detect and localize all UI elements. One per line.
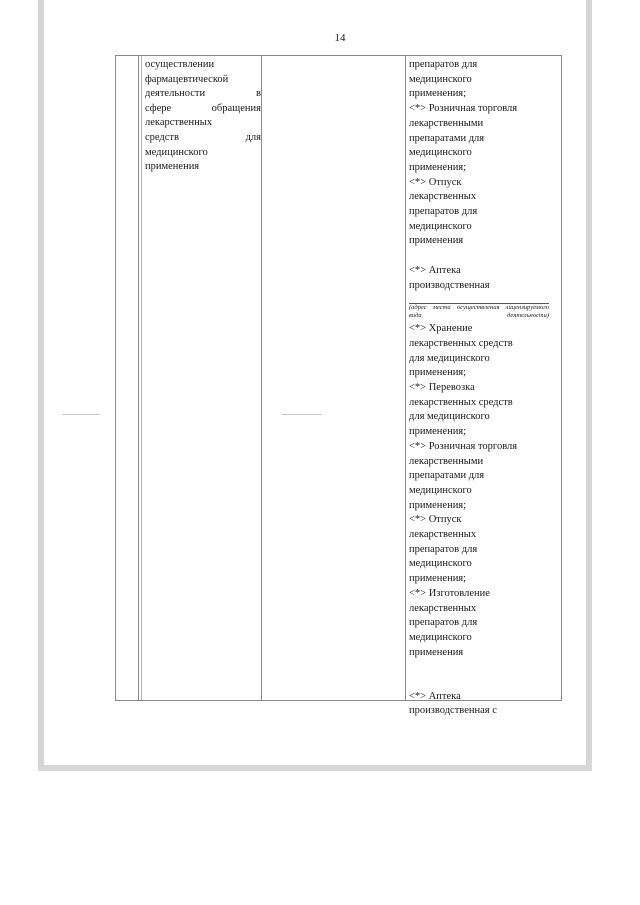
activity-text-line: медицинского	[409, 632, 472, 643]
column-divider	[405, 56, 406, 700]
activity-text-line: медицинского	[409, 558, 472, 570]
activity-text-line: препаратами для	[409, 132, 485, 144]
activity-text-line: препаратов для	[409, 617, 478, 629]
org-text-line: средств для	[145, 131, 261, 143]
activity-text-line: <*> Хранение	[409, 323, 473, 335]
activity-text-line: препаратов для	[409, 59, 478, 70]
activity-text-line: <*> Отпуск	[409, 176, 462, 188]
address-caption: (адрес места осуществления лицензируемого вида деятельности)	[409, 304, 549, 320]
activity-text-line: применения	[409, 646, 464, 658]
activity-text-line: применения;	[409, 426, 467, 438]
activity-text-line: <*> Перевозка	[409, 382, 475, 394]
activity-text-line: медицинского	[409, 484, 472, 496]
blank-line	[409, 660, 559, 675]
org-text-line: фармацевтической	[145, 73, 229, 85]
activity-text-line: медицинского	[409, 73, 472, 85]
activity-text-line: применения;	[409, 367, 467, 379]
blank-line	[409, 675, 559, 690]
activity-text-line: <*> Аптека	[409, 264, 461, 276]
activity-text-line: препаратов для	[409, 206, 478, 218]
org-text-line: сфере обращения	[145, 102, 261, 114]
activity-text-line: лекарственных средств	[409, 337, 513, 349]
org-text-line: лекарственных	[145, 117, 213, 129]
activity-text-line: производственная с	[409, 705, 497, 717]
activity-text-line: для медицинского	[409, 411, 490, 423]
activity-text-line: применения;	[409, 161, 467, 173]
activity-text-line: <*> Розничная торговля	[409, 103, 518, 115]
activity-text-line: препаратов для	[409, 543, 478, 555]
activity-text-line: лекарственными	[409, 117, 484, 129]
activity-text-line: <*> Розничная торговля	[409, 440, 518, 452]
scan-noise	[62, 414, 100, 415]
activities-cell	[409, 58, 559, 719]
page-number: 14	[334, 32, 346, 44]
activity-text-line: медицинского	[409, 147, 472, 159]
activity-text-line: медицинского	[409, 220, 472, 232]
activity-text-line: производственная	[409, 279, 490, 291]
column-divider	[141, 56, 142, 700]
org-text-line: деятельности в	[145, 88, 261, 100]
org-text-line: применения	[145, 161, 200, 173]
org-text-line: осуществлении	[145, 59, 215, 70]
activity-text-line: применения	[409, 235, 464, 247]
activity-text-line: применения;	[409, 499, 467, 511]
scan-noise	[282, 414, 322, 415]
activity-text-line: лекарственных средств	[409, 396, 513, 408]
activity-text-line: лекарственными	[409, 455, 484, 467]
activity-text-line: применения;	[409, 88, 467, 100]
activity-text-line: лекарственных	[409, 191, 477, 203]
activity-text-line: для медицинского	[409, 352, 490, 364]
activity-text-line: <*> Отпуск	[409, 514, 462, 526]
blank-line	[409, 249, 559, 264]
column-divider	[138, 56, 139, 700]
activity-text-line: лекарственных	[409, 602, 477, 614]
activity-text-line: лекарственных	[409, 529, 477, 541]
activity-text-line: применения;	[409, 573, 467, 585]
org-text-line: медицинского	[145, 146, 208, 158]
activity-text-line: <*> Аптека	[409, 690, 461, 702]
column-divider	[261, 56, 262, 700]
activity-text-line: <*> Изготовление	[409, 587, 490, 599]
activity-text-line: препаратами для	[409, 470, 485, 482]
organization-cell	[145, 58, 261, 175]
